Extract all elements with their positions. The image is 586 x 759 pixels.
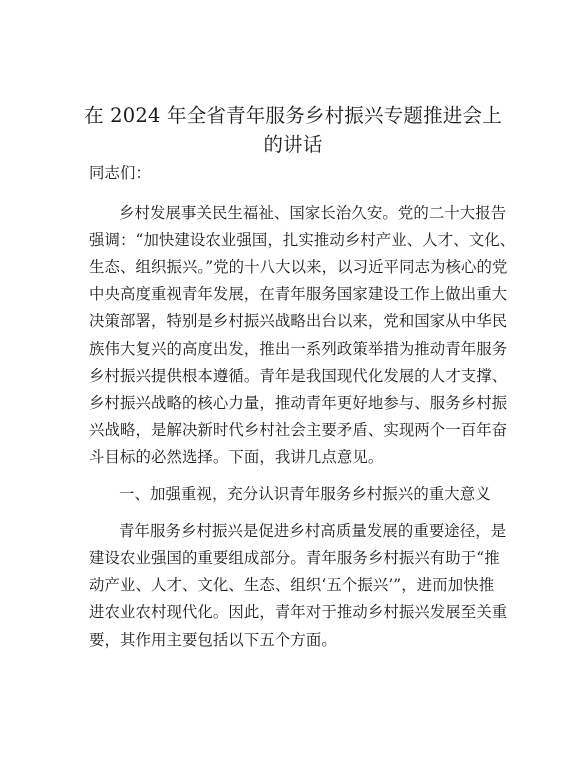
paragraph-line: 生态、组织振兴。”党的十八大以来，以习近平同志为核心的党 [89, 258, 508, 277]
paragraph-line: 要，其作用主要包括以下五个方面。 [89, 630, 337, 649]
title-line: 的讲话 [263, 133, 323, 156]
paragraph-line: 决策部署，特别是乡村振兴战略出台以来，党和国家从中华民 [89, 312, 508, 331]
paragraph-line: 乡村振兴提供根本遵循。青年是我国现代化发展的人才支撑、 [89, 366, 508, 385]
paragraph-line: 乡村发展事关民生福祉、国家长治久安。党的二十大报告 [119, 204, 507, 223]
document-body [89, 160, 516, 654]
title-line: 在 2024 年全省青年服务乡村振兴专题推进会上 [84, 104, 502, 127]
document-title [60, 101, 526, 159]
paragraph-line: 族伟大复兴的高度出发，推出一系列政策举措为推动青年服务 [89, 339, 508, 358]
paragraph-line: 建设农业强国的重要组成部分。青年服务乡村振兴有助于“推 [89, 549, 500, 568]
paragraph-line: 斗目标的必然选择。下面，我讲几点意见。 [89, 447, 384, 466]
paragraph-line: 青年服务乡村振兴是促进乡村高质量发展的重要途径，是 [119, 522, 507, 541]
paragraph-line: 动产业、人才、文化、生态、组织‘五个振兴’”，进而加快推 [89, 576, 495, 595]
paragraph-line: 强调：“加快建设农业强国，扎实推动乡村产业、人才、文化、 [89, 231, 516, 250]
paragraph-line: 乡村振兴战略的核心力量，推动青年更好地参与、服务乡村振 [89, 393, 508, 412]
paragraph-2 [89, 518, 509, 653]
paragraph-1 [89, 200, 516, 471]
section-heading: 一、加强重视，充分认识青年服务乡村振兴的重大意义 [119, 485, 491, 504]
paragraph-line: 兴战略，是解决新时代乡村社会主要矛盾、实现两个一百年奋 [89, 420, 508, 439]
paragraph-line: 中央高度重视青年发展，在青年服务国家建设工作上做出重大 [89, 285, 508, 304]
salutation: 同志们： [89, 164, 151, 182]
paragraph-line: 进农业农村现代化。因此，青年对于推动乡村振兴发展至关重 [89, 603, 508, 622]
